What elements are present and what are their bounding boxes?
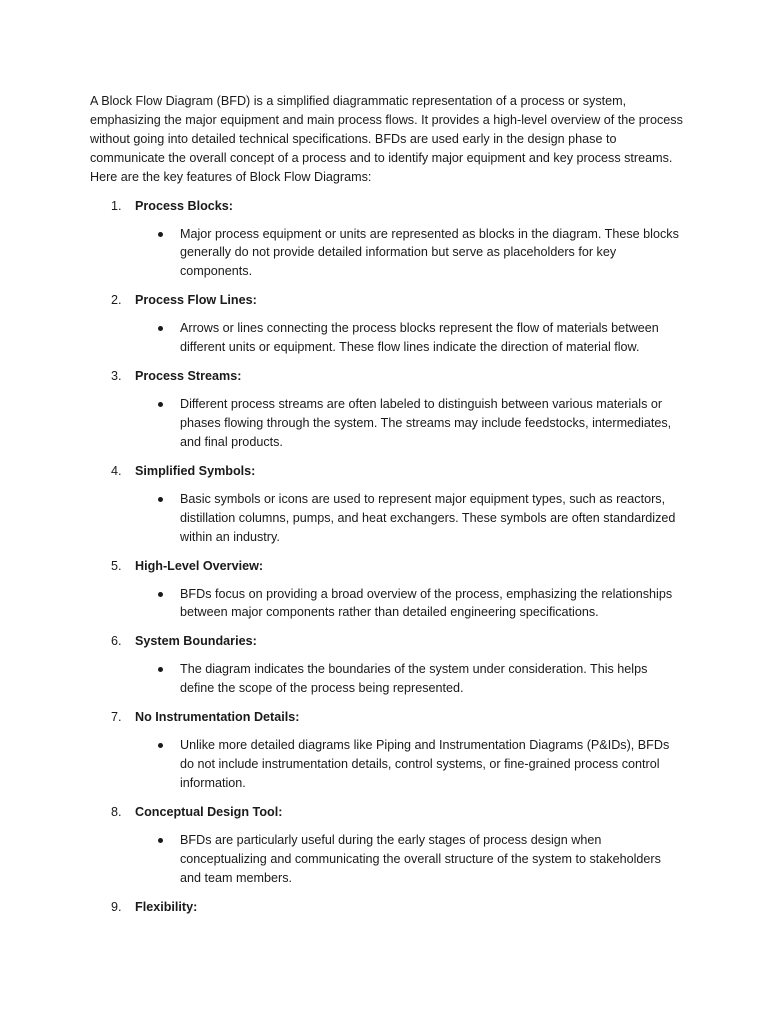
list-item-number: 9. bbox=[111, 899, 122, 914]
list-item-title: System Boundaries: bbox=[135, 634, 257, 649]
list-item-number: 1. bbox=[111, 198, 122, 213]
bullet-point bbox=[90, 831, 685, 888]
list-item-heading bbox=[90, 367, 690, 386]
list-item bbox=[90, 197, 690, 282]
bullet-icon bbox=[158, 838, 163, 843]
bullet-text: BFDs focus on providing a broad overview of the process, emphasizing the relationships between major components rather than detailed engineering specifications. bbox=[180, 586, 673, 620]
feature-list bbox=[90, 197, 690, 917]
list-item-number: 6. bbox=[111, 634, 122, 649]
document-body bbox=[90, 92, 690, 927]
list-item-title: High-Level Overview: bbox=[135, 558, 264, 573]
bullet-icon bbox=[158, 592, 163, 597]
list-item-number: 7. bbox=[111, 710, 122, 725]
list-item-title: Simplified Symbols: bbox=[135, 463, 256, 478]
list-item bbox=[90, 462, 690, 547]
list-item bbox=[90, 708, 690, 793]
list-item-heading bbox=[90, 898, 690, 917]
list-item bbox=[90, 557, 690, 623]
list-item-heading bbox=[90, 803, 690, 822]
bullet-text: Different process streams are often labeled to distinguish between various materials or phases flowing through the system. The streams may include feedstocks, intermediates, and final products. bbox=[180, 397, 672, 449]
list-item bbox=[90, 898, 690, 917]
list-item-heading bbox=[90, 462, 690, 481]
list-item-heading bbox=[90, 291, 690, 310]
bullet-icon bbox=[158, 232, 163, 237]
bullet-point bbox=[90, 660, 685, 698]
bullet-icon bbox=[158, 667, 163, 672]
list-item-heading bbox=[90, 197, 690, 216]
bullet-text: Arrows or lines connecting the process blocks represent the flow of materials between different units or equipment. These flow lines indicate the direction of material flow. bbox=[180, 321, 659, 355]
list-item-number: 8. bbox=[111, 804, 122, 819]
bullet-icon bbox=[158, 743, 163, 748]
list-item-title: Flexibility: bbox=[135, 899, 198, 914]
bullet-text: Basic symbols or icons are used to represent major equipment types, such as reactors, distillation columns, pumps, and heat exchangers. These symbols are often standardized within an industry. bbox=[180, 491, 676, 544]
bullet-point bbox=[90, 585, 685, 623]
list-item-heading bbox=[90, 632, 690, 651]
list-item-number: 4. bbox=[111, 463, 122, 478]
list-item bbox=[90, 291, 690, 357]
intro-paragraph: A Block Flow Diagram (BFD) is a simplified diagrammatic representation of a process or system, emphasizing the major equipment and main process flows. It provides a high-level overview of the process without going into detailed technical specifications. BFDs are used early in the design phase to communicate the overall concept of a process and to identify major equipment and key process streams. Here are the key features of Block Flow Diagrams: bbox=[90, 94, 683, 184]
list-item bbox=[90, 367, 690, 452]
bullet-text: BFDs are particularly useful during the early stages of process design when conceptualizing and communicating the overall structure of the system to stakeholders and team members. bbox=[180, 832, 661, 885]
bullet-point bbox=[90, 490, 685, 547]
list-item bbox=[90, 803, 690, 888]
list-item-number: 2. bbox=[111, 293, 122, 308]
bullet-point bbox=[90, 319, 685, 357]
bullet-text: Unlike more detailed diagrams like Piping and Instrumentation Diagrams (P&IDs), BFDs do not include instrumentation details, control systems, or fine-grained process control information. bbox=[180, 738, 670, 790]
list-item-title: No Instrumentation Details: bbox=[135, 710, 300, 725]
bullet-icon bbox=[158, 402, 163, 407]
bullet-point bbox=[90, 395, 685, 452]
bullet-point bbox=[90, 225, 685, 282]
bullet-icon bbox=[158, 326, 163, 331]
list-item-title: Process Flow Lines: bbox=[135, 293, 257, 308]
bullet-text: The diagram indicates the boundaries of the system under consideration. This helps define the scope of the process being represented. bbox=[180, 662, 648, 696]
list-item-number: 3. bbox=[111, 369, 122, 384]
list-item-title: Process Streams: bbox=[135, 369, 242, 384]
list-item bbox=[90, 632, 690, 698]
list-item-heading bbox=[90, 557, 690, 576]
list-item-title: Conceptual Design Tool: bbox=[135, 804, 283, 819]
bullet-text: Major process equipment or units are represented as blocks in the diagram. These blocks generally do not provide detailed information but serve as placeholders for key components. bbox=[180, 226, 679, 279]
list-item-number: 5. bbox=[111, 558, 122, 573]
bullet-icon bbox=[158, 497, 163, 502]
list-item-heading bbox=[90, 708, 690, 727]
list-item-title: Process Blocks: bbox=[135, 198, 234, 213]
bullet-point bbox=[90, 736, 685, 793]
